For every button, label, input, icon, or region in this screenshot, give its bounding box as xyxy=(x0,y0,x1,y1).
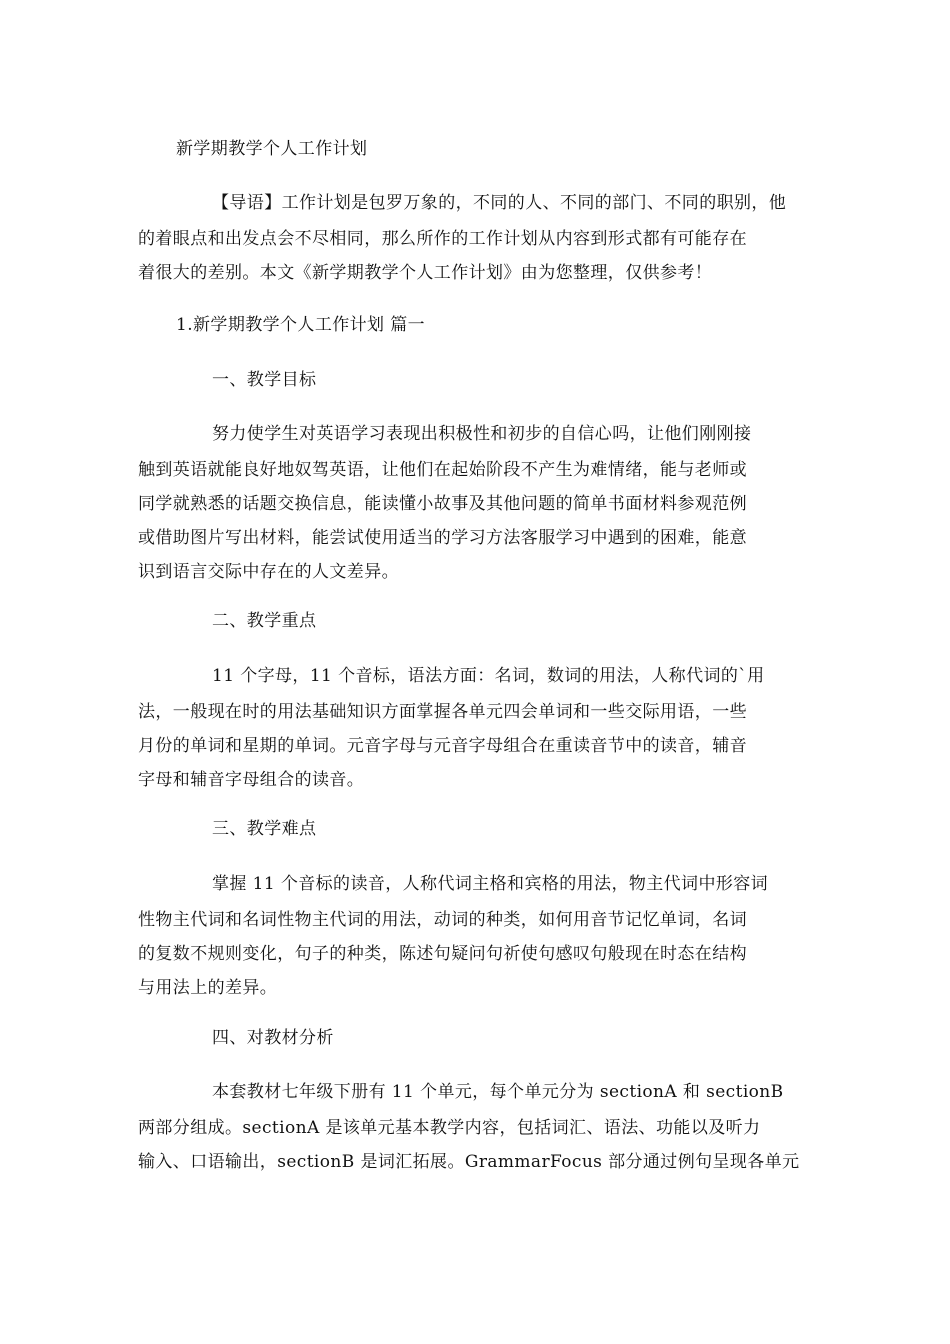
intro-line-1: 【导语】工作计划是包罗万象的，不同的人、不同的部门、不同的职别，他 xyxy=(212,193,787,213)
keypoints-line-3: 月份的单词和星期的单词。元音字母与元音字母组合在重读音节中的读音，辅音 xyxy=(138,736,747,756)
heading-key-points: 二、教学重点 xyxy=(212,611,317,631)
heading-teaching-goals: 一、教学目标 xyxy=(212,370,317,390)
goals-line-2: 触到英语就能良好地奴驾英语，让他们在起始阶段不产生为难情绪，能与老师或 xyxy=(138,460,747,480)
keypoints-line-1: 11 个字母，11 个音标，语法方面：名词，数词的用法，人称代词的`用 xyxy=(212,666,765,686)
heading-textbook-analysis: 四、对教材分析 xyxy=(212,1028,334,1048)
goals-line-5: 识到语言交际中存在的人文差异。 xyxy=(138,562,399,582)
heading-difficulties: 三、教学难点 xyxy=(212,819,317,839)
intro-line-2: 的着眼点和出发点会不尽相同，那么所作的工作计划从内容到形式都有可能存在 xyxy=(138,229,747,249)
goals-line-3: 同学就熟悉的话题交换信息，能读懂小故事及其他问题的简单书面材料参观范例 xyxy=(138,494,747,514)
goals-line-1: 努力使学生对英语学习表现出积极性和初步的自信心吗，让他们刚刚接 xyxy=(212,424,752,444)
difficulties-line-1: 掌握 11 个音标的读音，人称代词主格和宾格的用法，物主代词中形容词 xyxy=(212,874,769,894)
difficulties-line-2: 性物主代词和名词性物主代词的用法，动词的种类，如何用音节记忆单词，名词 xyxy=(138,910,747,930)
section-title: 1.新学期教学个人工作计划 篇一 xyxy=(176,315,426,335)
difficulties-line-3: 的复数不规则变化，句子的种类，陈述句疑问句祈使句感叹句般现在时态在结构 xyxy=(138,944,747,964)
analysis-line-1: 本套教材七年级下册有 11 个单元，每个单元分为 sectionA 和 sectionB xyxy=(212,1082,784,1102)
goals-line-4: 或借助图片写出材料，能尝试使用适当的学习方法客服学习中遇到的困难，能意 xyxy=(138,528,747,548)
analysis-line-2: 两部分组成。sectionA 是该单元基本教学内容，包括词汇、语法、功能以及听力 xyxy=(138,1118,761,1138)
analysis-line-3: 输入、口语输出，sectionB 是词汇拓展。GrammarFocus 部分通过例句呈现各单元 xyxy=(138,1152,800,1172)
difficulties-line-4: 与用法上的差异。 xyxy=(138,978,278,998)
intro-line-3: 着很大的差别。本文《新学期教学个人工作计划》由为您整理，仅供参考！ xyxy=(138,263,713,283)
keypoints-line-4: 字母和辅音字母组合的读音。 xyxy=(138,770,365,790)
document-title: 新学期教学个人工作计划 xyxy=(176,139,368,159)
keypoints-line-2: 法，一般现在时的用法基础知识方面掌握各单元四会单词和一些交际用语，一些 xyxy=(138,702,747,722)
